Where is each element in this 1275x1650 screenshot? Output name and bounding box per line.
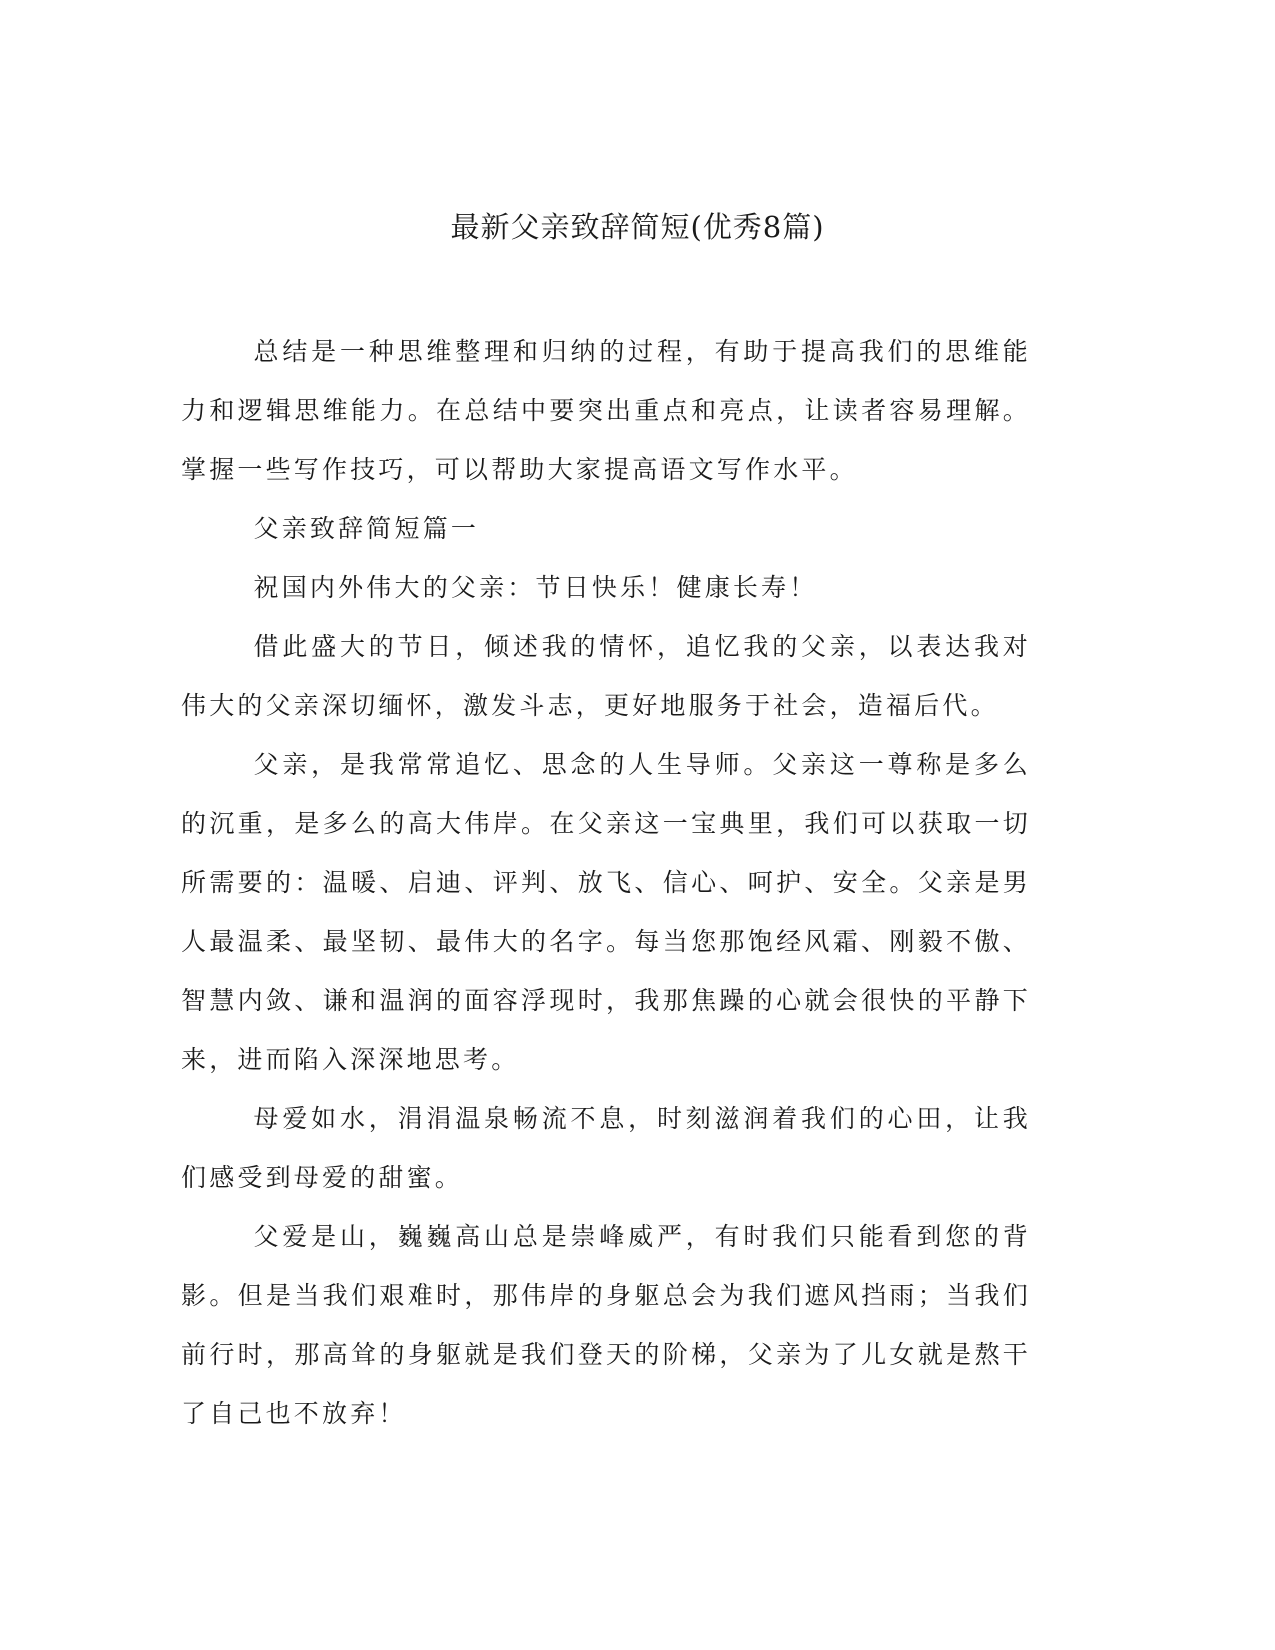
paragraph-intro: 总结是一种思维整理和归纳的过程，有助于提高我们的思维能力和逻辑思维能力。在总结中要突出重点和亮点，让读者容易理解。掌握一些写作技巧，可以帮助大家提高语文写作水平。	[181, 337, 1031, 484]
paragraph-greeting: 祝国内外伟大的父亲：节日快乐！健康长寿！	[253, 573, 818, 602]
document-body	[181, 322, 1031, 1443]
paragraph: 父爱是山，巍巍高山总是崇峰威严，有时我们只能看到您的背影。但是当我们艰难时，那伟岸的身躯总会为我们遮风挡雨；当我们前行时，那高耸的身躯就是我们登天的阶梯，父亲为了儿女就是熬干了自己也不放弃！	[181, 1222, 1031, 1428]
paragraph: 父亲，是我常常追忆、思念的人生导师。父亲这一尊称是多么的沉重，是多么的高大伟岸。在父亲这一宝典里，我们可以获取一切所需要的：温暖、启迪、评判、放飞、信心、呵护、安全。父亲是男人最温柔、最坚韧、最伟大的名字。每当您那饱经风霜、刚毅不傲、智慧内敛、谦和温润的面容浮现时，我那焦躁的心就会很快的平静下来，进而陷入深深地思考。	[181, 750, 1031, 1074]
paragraph: 借此盛大的节日，倾述我的情怀，追忆我的父亲，以表达我对伟大的父亲深切缅怀，激发斗志，更好地服务于社会，造福后代。	[181, 632, 1031, 720]
paragraph: 母爱如水，涓涓温泉畅流不息，时刻滋润着我们的心田，让我们感受到母爱的甜蜜。	[181, 1104, 1031, 1192]
section-heading: 父亲致辞简短篇一	[253, 514, 480, 543]
document-title: 最新父亲致辞简短(优秀8篇)	[450, 210, 825, 244]
